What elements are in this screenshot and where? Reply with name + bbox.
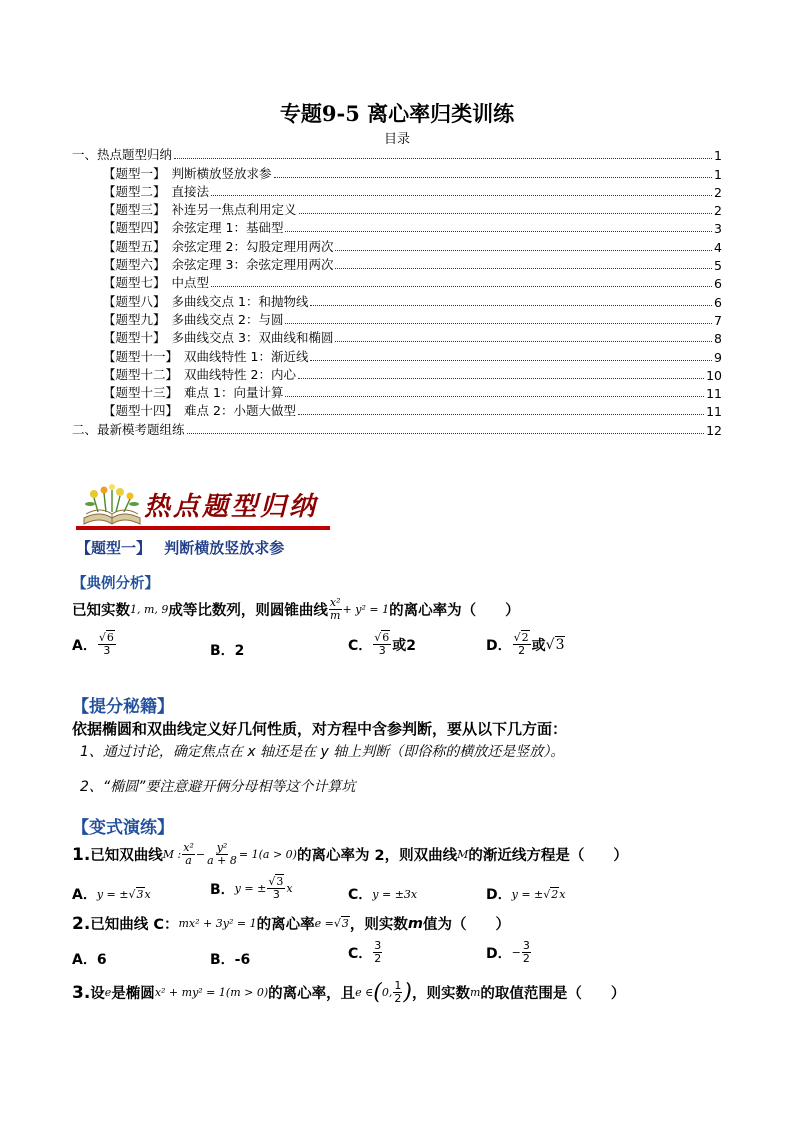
toc-entry[interactable] [72, 365, 722, 383]
toc-page-number: 2 [714, 184, 722, 200]
toc-heading: 目录 [383, 132, 410, 147]
q-equation: + y² = 1 [342, 603, 390, 616]
toc-entry[interactable] [72, 200, 722, 218]
section-heading-banner [76, 482, 336, 532]
toc-entry-label: 多曲线交点 1：和抛物线 [171, 293, 309, 309]
toc-page-number: 7 [714, 312, 722, 328]
toc-entry-tag: 【题型八】 [103, 293, 166, 309]
toc-leader-dots [299, 213, 713, 214]
toc-leader-dots [285, 323, 712, 324]
q-num: 1. [72, 844, 91, 865]
toc-page-number: 1 [714, 166, 722, 182]
toc-entry-label: 判断横放竖放求参 [171, 165, 272, 181]
tips-body: 依据椭圆和双曲线定义好几何性质，对方程中含参判断，要从以下几方面： [72, 720, 568, 738]
toc-entry[interactable] [72, 383, 722, 401]
toc-leader-dots [310, 360, 712, 361]
tips-item-1: 1、通过讨论，确定焦点在 x 轴还是在 y 轴上判断（即俗称的横放还是竖放）。 [80, 744, 565, 760]
toc-entry-label: 余弦定理 1：基础型 [171, 220, 284, 236]
practice-q2-option-d: D． − $\frac{3}{2}$ [486, 939, 530, 965]
toc-page-number: 5 [714, 258, 722, 274]
q-sequence: 1, m, 9 [130, 603, 169, 616]
toc-leader-dots [274, 177, 713, 178]
toc-entry[interactable] [72, 182, 722, 200]
q-fraction: $\frac{\text{x²}}{m}$ [329, 596, 341, 622]
toc-entry-tag: 【题型十一】 [103, 348, 179, 364]
practice-q1-option-d: D． y = ± √2x [486, 887, 566, 903]
toc-entry[interactable] [72, 310, 722, 328]
example-option-d: D． $\frac{√2}{2}$ 或 √3 [486, 631, 565, 657]
example-option-a: A． $\frac{√6}{3}$ [72, 631, 114, 657]
toc-entry-tag: 【题型十四】 [103, 403, 179, 419]
opt-label: A． [72, 637, 97, 654]
q-text: 的渐近线方程是（ ） [468, 848, 628, 864]
toc-entry-tag: 二、最新模考题组练 [72, 421, 185, 437]
toc-entry-label: 双曲线特性 2：内心 [184, 366, 296, 382]
toc-entry-tag: 一、热点题型归纳 [72, 147, 173, 163]
toc-entry-tag: 【题型十】 [103, 330, 166, 346]
toc-page-number: 11 [706, 386, 722, 402]
toc-leader-dots [335, 341, 712, 342]
toc-leader-dots [211, 286, 712, 287]
toc-page-number: 9 [714, 349, 722, 365]
toc-leader-dots [187, 433, 705, 434]
toc-page-number: 11 [706, 404, 722, 420]
toc-leader-dots [174, 158, 712, 159]
toc-leader-dots [335, 268, 712, 269]
tips-item-2: 2、“椭圆”要注意避开俩分母相等这个计算坑 [80, 779, 356, 795]
toc-entry-label: 多曲线交点 2：与圆 [171, 311, 284, 327]
toc-entry-label: 难点 2：小题大做型 [184, 403, 296, 419]
table-of-contents [72, 145, 722, 438]
section-heading-text: 热点题型归纳 [144, 492, 319, 522]
toc-entry[interactable] [72, 328, 722, 346]
practice-q1-option-c: C． y = ±3x [348, 887, 418, 903]
opt-or: 或2 [392, 637, 417, 654]
toc-entry[interactable] [72, 236, 722, 254]
toc-entry-tag: 【题型五】 [103, 238, 166, 254]
toc-entry-tag: 【题型四】 [103, 220, 166, 236]
books-flowers-icon [80, 482, 144, 528]
opt-label: C． [348, 637, 373, 654]
type1-tag: 【题型一】 [76, 539, 152, 557]
example-heading: 【典例分析】 [72, 576, 159, 592]
toc-entry-tag: 【题型六】 [103, 257, 166, 273]
heading-underline [76, 526, 330, 530]
toc-page-number: 2 [714, 203, 722, 219]
toc-leader-dots [285, 231, 712, 232]
q-text: 成等比数列，则圆锥曲线 [168, 603, 328, 619]
practice-q1-option-b: B． y = ± $\frac{√3}{3}$ x [210, 875, 293, 901]
toc-leader-dots [298, 414, 704, 415]
opt-or: 或 [531, 637, 546, 654]
toc-entry-tag: 【题型七】 [103, 275, 166, 291]
tips-heading: 【提分秘籍】 [72, 697, 174, 717]
toc-leader-dots [298, 378, 704, 379]
toc-entry-label: 双曲线特性 1：渐近线 [184, 348, 309, 364]
toc-entry-tag: 【题型三】 [103, 202, 166, 218]
toc-entry-label: 难点 1：向量计算 [184, 385, 284, 401]
toc-page-number: 6 [714, 294, 722, 310]
type1-heading [76, 537, 284, 558]
q-text: 的离心率为（ ） [389, 603, 520, 619]
toc-entry-label: 中点型 [171, 275, 210, 291]
toc-entry-tag: 【题型九】 [103, 311, 166, 327]
q-text: 已知实数 [72, 603, 130, 619]
practice-q2-option-c: C． $\frac{3}{2}$ [348, 939, 382, 965]
q-text: 已知双曲线 [90, 848, 163, 864]
type1-label: 判断横放竖放求参 [164, 539, 285, 557]
opt-label: D． [486, 637, 512, 654]
toc-leader-dots [285, 396, 704, 397]
toc-entry[interactable] [72, 273, 722, 291]
practice-q2: 2. 已知曲线 C： mx² + 3y² = 1 的离心率 e = √3 ，则实数 m 值为（ ） [72, 913, 510, 934]
toc-page-number: 1 [714, 148, 722, 164]
example-question [72, 597, 520, 622]
toc-entry-label: 余弦定理 3：余弦定理用两次 [171, 257, 334, 273]
toc-leader-dots [335, 250, 712, 251]
toc-entry-tag: 【题型十二】 [103, 366, 179, 382]
example-option-b: B．2 [210, 643, 245, 659]
practice-q1-option-a: A． y = ± √3x [72, 887, 151, 903]
toc-entry[interactable] [72, 255, 722, 273]
practice-q2-option-a: A．6 [72, 952, 107, 968]
toc-page-number: 6 [714, 276, 722, 292]
toc-entry-label: 余弦定理 2：勾股定理用两次 [171, 238, 334, 254]
toc-entry-label: 直接法 [171, 183, 210, 199]
practice-heading: 【变式演练】 [72, 818, 174, 838]
toc-entry[interactable] [72, 346, 722, 364]
toc-entry[interactable] [72, 401, 722, 419]
toc-leader-dots [310, 305, 712, 306]
practice-q2-option-b: B．-6 [210, 952, 251, 968]
toc-entry[interactable] [72, 419, 722, 437]
toc-page-number: 8 [714, 331, 722, 347]
toc-entry[interactable] [72, 291, 722, 309]
toc-entry[interactable] [72, 163, 722, 181]
practice-q1: 1. 已知双曲线 M : $\frac{\text{x²}}{a}$ − $\frac{\text{y²}}{a + 8}$ = 1(a > 0) 的离心率为 2，则双曲线 M 的渐近线方程是（ ） [72, 841, 628, 867]
toc-entry-tag: 【题型十三】 [103, 385, 179, 401]
toc-entry-label: 补连另一焦点利用定义 [171, 202, 297, 218]
toc-entry[interactable] [72, 145, 722, 163]
page-title: 专题9-5 离心率归类训练 [279, 101, 515, 126]
q-text: 的离心率为 2，则双曲线 [296, 848, 458, 864]
toc-page-number: 4 [714, 239, 722, 255]
toc-page-number: 12 [706, 422, 722, 438]
toc-page-number: 10 [706, 367, 722, 383]
example-option-c: C． $\frac{√6}{3}$ 或2 [348, 631, 417, 657]
toc-entry-tag: 【题型一】 [103, 165, 166, 181]
practice-q3: 3. 设 e 是椭圆 x² + my² = 1(m > 0) 的离心率，且 e ∈ ( 0, $\frac{1}{2}$ ) ，则实数 m 的取值范围是（ ） [72, 979, 626, 1005]
toc-entry-tag: 【题型二】 [103, 183, 166, 199]
toc-page-number: 3 [714, 221, 722, 237]
toc-entry-label: 多曲线交点 3：双曲线和椭圆 [171, 330, 334, 346]
toc-entry[interactable] [72, 218, 722, 236]
toc-leader-dots [211, 195, 712, 196]
